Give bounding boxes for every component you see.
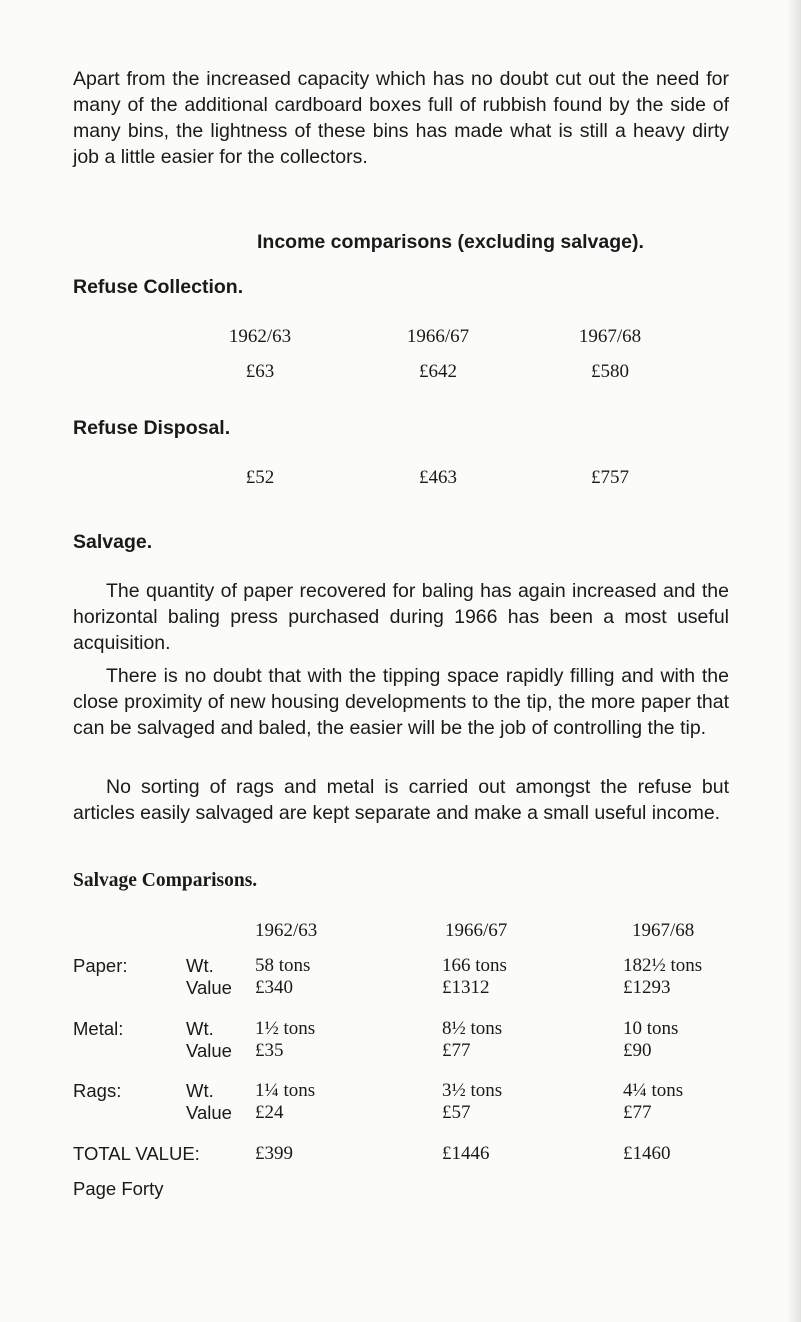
year-header: 1967/68: [632, 920, 695, 941]
year-header: 1966/67: [406, 326, 470, 347]
value-cell: £90: [623, 1040, 652, 1061]
weight-label: Wt.: [186, 1018, 214, 1039]
disposal-value: £463: [419, 467, 457, 488]
income-title: Income comparisons (excluding salvage).: [257, 231, 644, 253]
total-cell: £1446: [442, 1143, 490, 1164]
weight-cell: 58 tons: [255, 955, 311, 976]
weight-label: Wt.: [186, 955, 214, 976]
value-cell: £77: [623, 1102, 652, 1123]
weight-cell: 1½ tons: [255, 1018, 316, 1039]
collection-value: £642: [419, 361, 457, 382]
salvage-paragraph: No sorting of rags and metal is carried out amongst the refuse but articles easily salvaged are kept separate and make a small useful income.: [73, 776, 729, 824]
value-label: Value: [186, 1040, 232, 1061]
material-label: Metal:: [73, 1018, 124, 1039]
weight-cell: 166 tons: [442, 955, 507, 976]
page-number: Page Forty: [73, 1178, 164, 1199]
value-cell: £1293: [623, 977, 671, 998]
weight-cell: 10 tons: [623, 1018, 679, 1039]
disposal-value: £757: [591, 467, 629, 488]
value-cell: £1312: [442, 977, 490, 998]
weight-cell: 1¼ tons: [255, 1080, 316, 1101]
collection-value: £580: [591, 361, 629, 382]
weight-cell: 4¼ tons: [623, 1080, 684, 1101]
weight-cell: 3½ tons: [442, 1080, 503, 1101]
value-cell: £340: [255, 977, 293, 998]
intro-paragraph: Apart from the increased capacity which has no doubt cut out the need for many of the additional cardboard boxes full of rubbish found by the side of many bins, the lightness of these bins has made what is still a heavy dirty job a little easier for the collectors.: [73, 68, 729, 168]
year-header: 1962/63: [228, 326, 292, 347]
value-cell: £35: [255, 1040, 284, 1061]
weight-cell: 8½ tons: [442, 1018, 503, 1039]
salvage-comparisons-heading: Salvage Comparisons.: [73, 870, 258, 891]
refuse-collection-heading: Refuse Collection.: [73, 276, 244, 298]
total-cell: £399: [255, 1143, 293, 1164]
page-edge-shadow: [787, 0, 801, 1322]
year-header: 1967/68: [578, 326, 642, 347]
value-cell: £24: [255, 1102, 284, 1123]
material-label: Rags:: [73, 1080, 122, 1101]
salvage-paragraph: The quantity of paper recovered for baling has again increased and the horizontal baling press purchased during 1966 has been a most useful acquisition.: [73, 580, 729, 654]
year-header: 1962/63: [255, 920, 318, 941]
collection-value: £63: [245, 361, 275, 382]
refuse-disposal-heading: Refuse Disposal.: [73, 417, 231, 439]
value-label: Value: [186, 977, 232, 998]
value-cell: £77: [442, 1040, 471, 1061]
total-label: TOTAL VALUE:: [73, 1143, 200, 1164]
salvage-paragraph: There is no doubt that with the tipping space rapidly filling and with the close proximity of new housing developments to the tip, the more paper that can be salvaged and baled, the easier will be the job of controlling the tip.: [73, 665, 729, 739]
value-cell: £57: [442, 1102, 471, 1123]
weight-cell: 182½ tons: [623, 955, 703, 976]
weight-label: Wt.: [186, 1080, 214, 1101]
material-label: Paper:: [73, 955, 128, 976]
total-cell: £1460: [623, 1143, 671, 1164]
disposal-value: £52: [245, 467, 275, 488]
year-header: 1966/67: [445, 920, 508, 941]
salvage-heading: Salvage.: [73, 531, 153, 553]
value-label: Value: [186, 1102, 232, 1123]
